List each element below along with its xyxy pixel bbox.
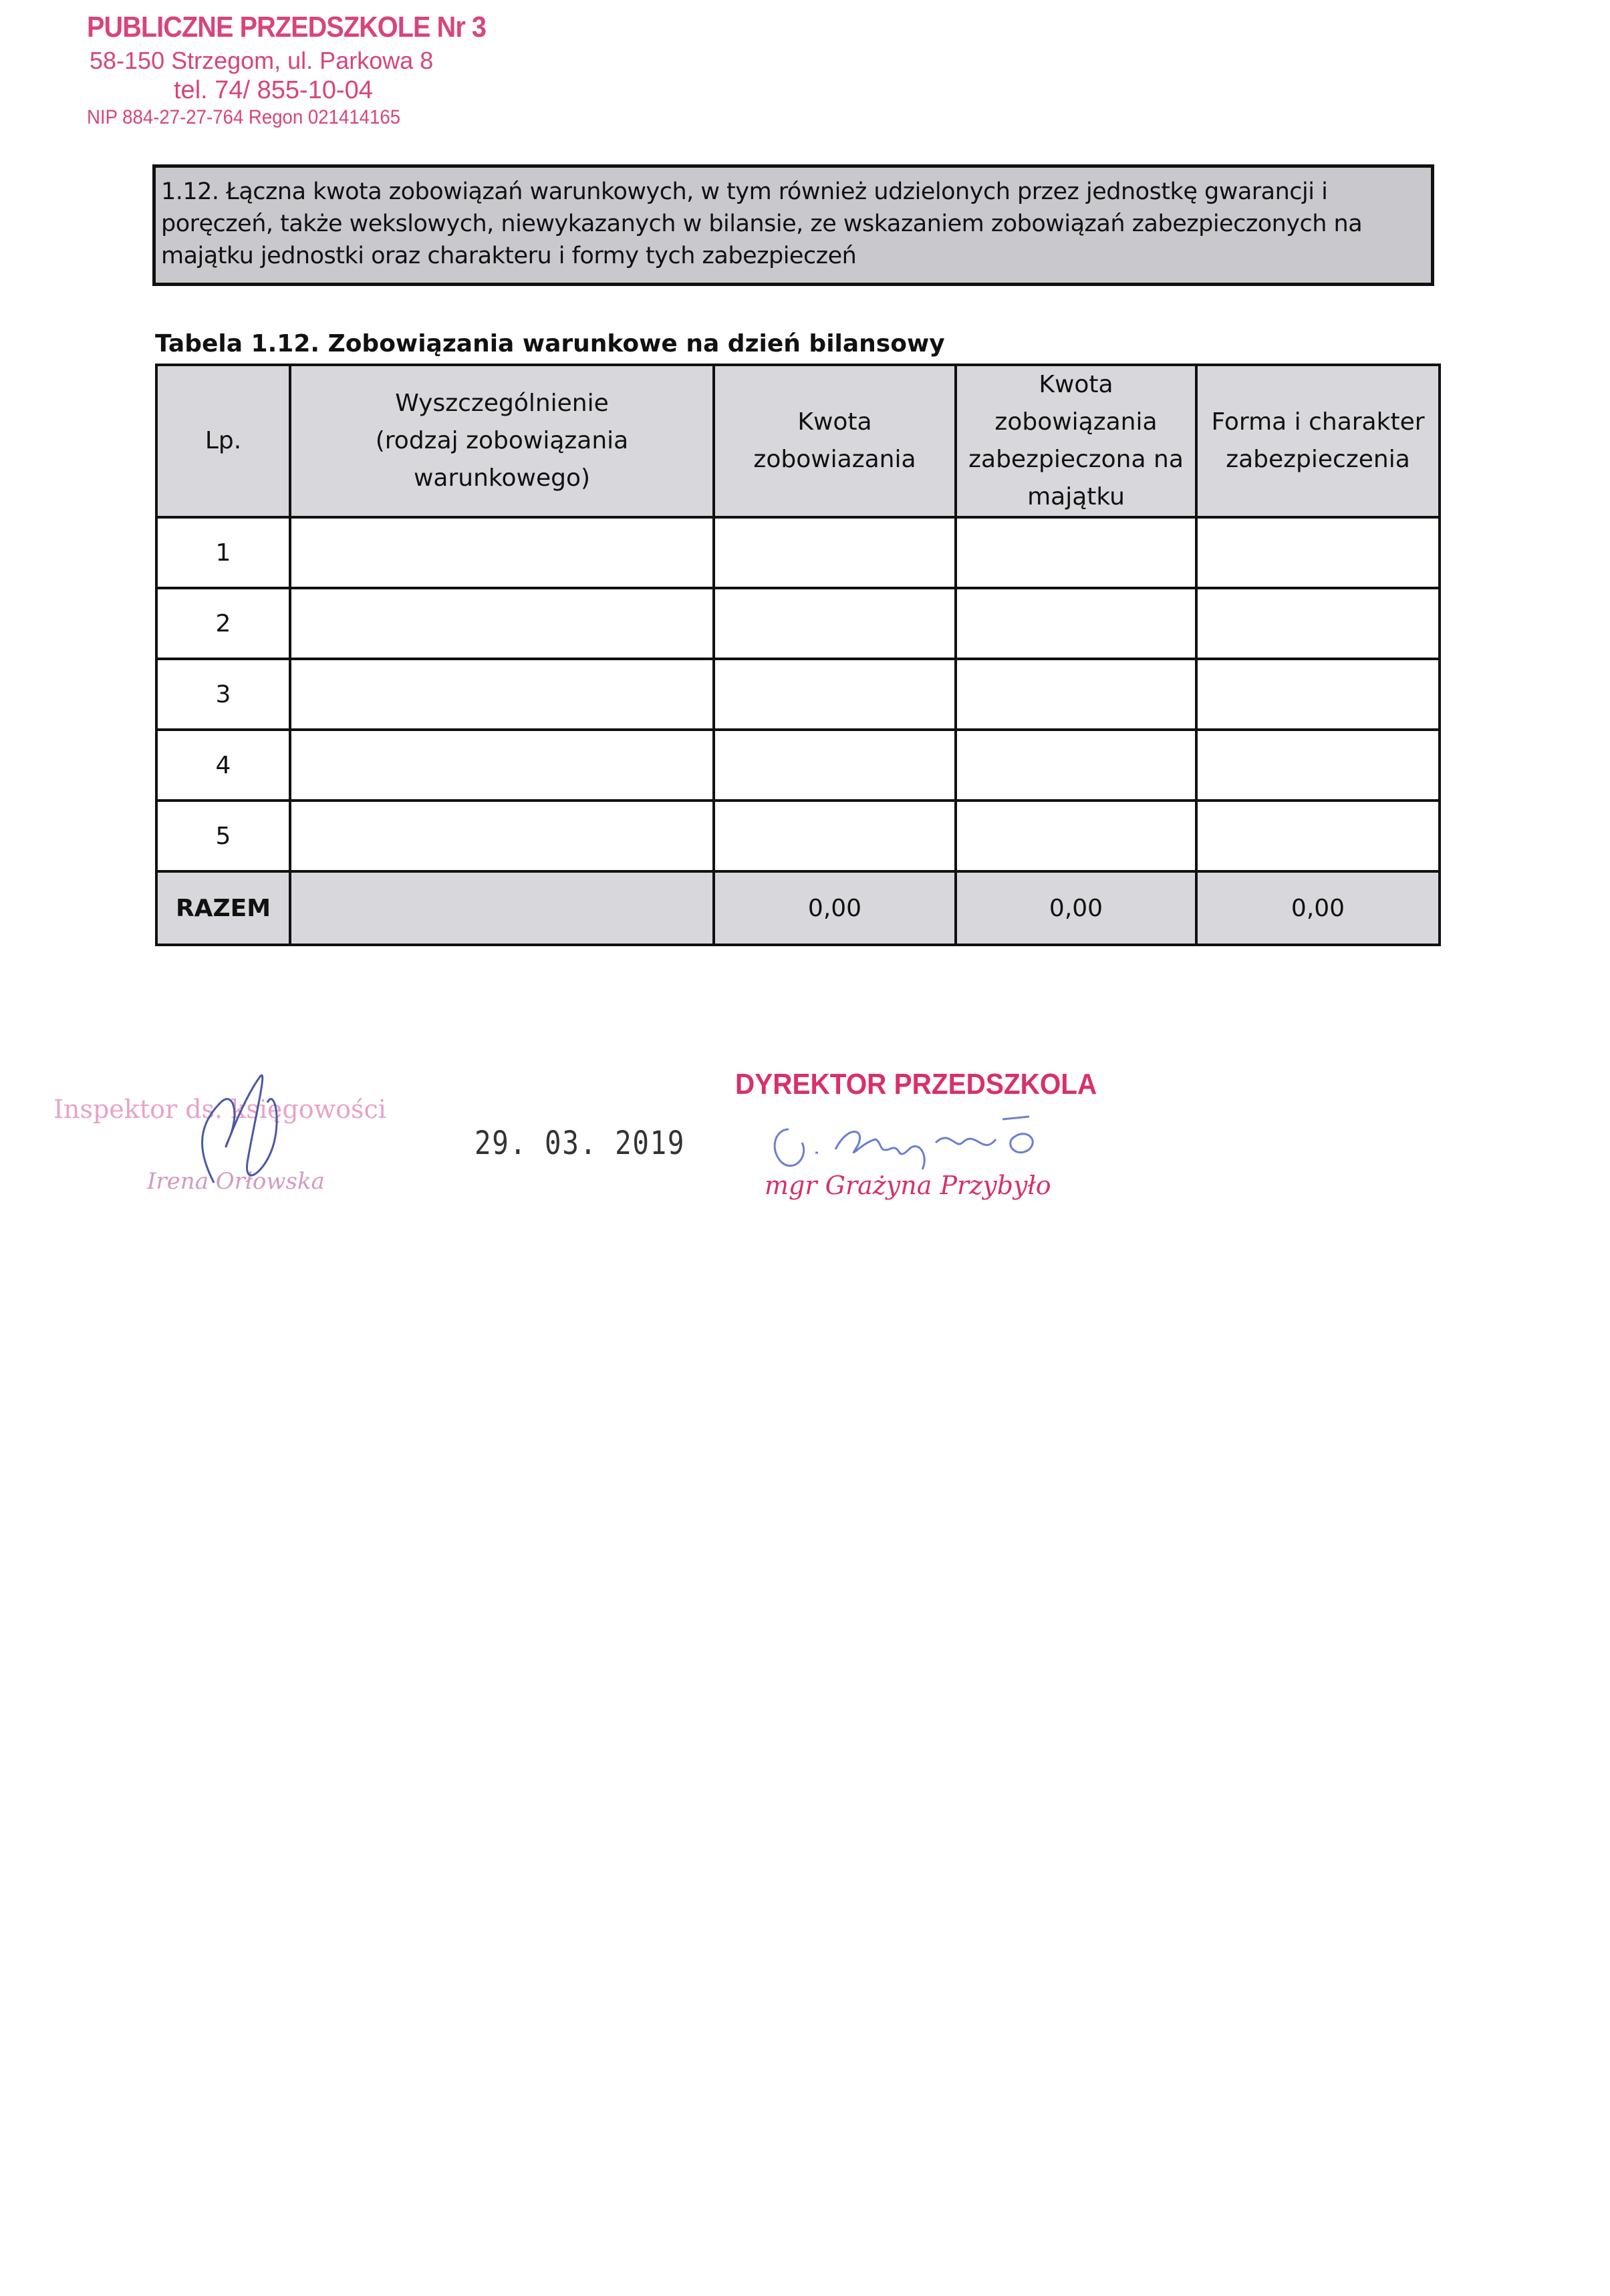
header-security-form: Forma i charakter zabezpieczenia [1196,365,1440,517]
cell-amount [714,801,956,871]
header-secured-amount: Kwota zobowiązania zabezpieczona na majątku [956,365,1196,517]
cell-description [290,659,714,730]
total-label: RAZEM [156,871,290,945]
signature-date: 29. 03. 2019 [475,1125,686,1162]
stamp-address: 58-150 Strzegom, ul. Parkowa 8 [90,47,434,74]
cell-lp: 5 [156,801,290,871]
table-total-row [156,871,1440,945]
cell-security-form [1196,730,1440,801]
cell-secured-amount [956,801,1196,871]
header-description: Wyszczególnienie (rodzaj zobowiązania warunkowego) [290,365,714,517]
accountant-signature-block [53,1062,454,1223]
cell-description [290,517,714,588]
table-row [156,730,1440,801]
cell-lp: 3 [156,659,290,730]
liabilities-table [155,364,1441,946]
header-lp: Lp. [156,365,290,517]
cell-security-form [1196,659,1440,730]
cell-secured-amount [956,588,1196,659]
director-signature-block [735,1062,1136,1223]
cell-security-form [1196,517,1440,588]
table-row [156,517,1440,588]
total-description [290,871,714,945]
cell-secured-amount [956,730,1196,801]
cell-amount [714,517,956,588]
table-row [156,588,1440,659]
accountant-stamp-title: Inspektor ds. księgowości [53,1095,386,1124]
cell-lp: 1 [156,517,290,588]
cell-secured-amount [956,517,1196,588]
total-security-form: 0,00 [1196,871,1440,945]
director-stamp-name: mgr Grażyna Przybyło [765,1171,1051,1200]
institution-stamp [87,11,487,129]
section-heading: 1.12. Łączna kwota zobowiązań warunkowych, w tym również udzielonych przez jednostkę gwarancji i poręczeń, także wekslowych, niewykazanych w bilansie, ze wskazaniem zobowiązań zabezpieczonych na majątku jednostki oraz charakteru i formy tych zabezpieczeń [152,164,1434,286]
table-caption: Tabela 1.12. Zobowiązania warunkowe na dzień bilansowy [155,330,945,357]
cell-description [290,730,714,801]
stamp-name: PUBLICZNE PRZEDSZKOLE Nr 3 [87,11,487,43]
table-row [156,801,1440,871]
table-row [156,659,1440,730]
stamp-ids: NIP 884-27-27-764 Regon 021414165 [87,106,401,128]
cell-amount [714,659,956,730]
header-amount: Kwota zobowiazania [714,365,956,517]
cell-amount [714,730,956,801]
total-amount: 0,00 [714,871,956,945]
cell-lp: 2 [156,588,290,659]
cell-amount [714,588,956,659]
cell-description [290,588,714,659]
cell-description [290,801,714,871]
cell-secured-amount [956,659,1196,730]
cell-security-form [1196,588,1440,659]
total-secured-amount: 0,00 [956,871,1196,945]
table-header-row [156,365,1440,517]
cell-security-form [1196,801,1440,871]
director-stamp-title: DYREKTOR PRZEDSZKOLA [735,1068,1097,1101]
cell-lp: 4 [156,730,290,801]
accountant-handwritten-signature [174,1062,307,1223]
stamp-phone: tel. 74/ 855-10-04 [174,76,373,104]
accountant-stamp-name: Irena Orłowska [147,1168,325,1195]
